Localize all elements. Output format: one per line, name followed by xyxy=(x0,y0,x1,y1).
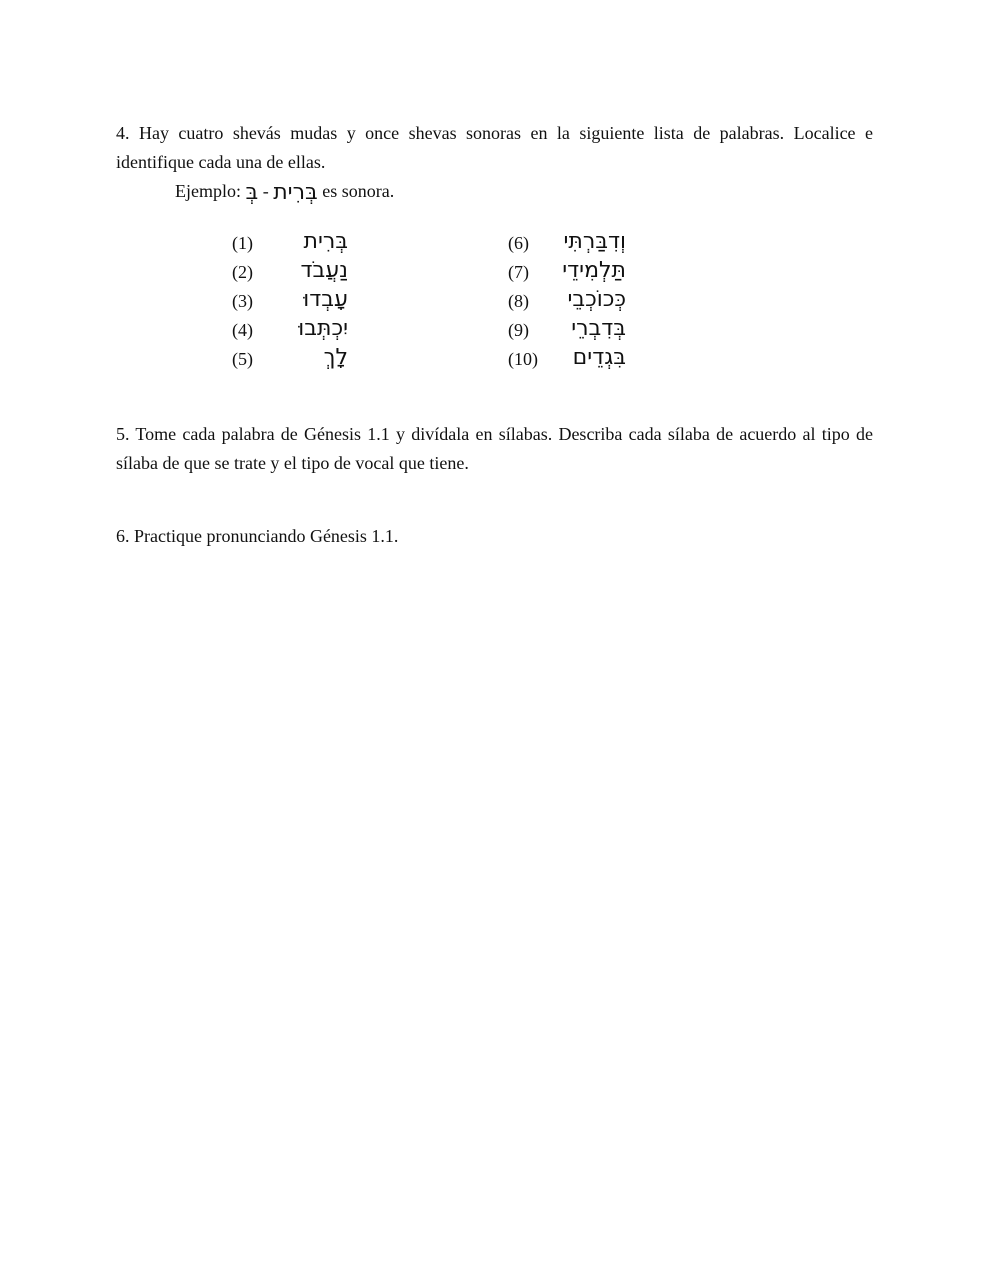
word-item xyxy=(508,345,626,374)
word-item xyxy=(508,316,626,345)
word-item xyxy=(232,345,348,374)
word-item xyxy=(232,287,348,316)
exercise-6-text: 6. Practique pronunciando Génesis 1.1. xyxy=(116,526,399,546)
hebrew-word: בְּרִית xyxy=(303,229,348,254)
hebrew-word: בְּדִבְרֵי xyxy=(571,316,626,341)
word-list-right xyxy=(508,229,626,374)
hebrew-word: נַעֲבֹד xyxy=(300,258,348,283)
word-item xyxy=(508,258,626,287)
word-number: (9) xyxy=(508,320,529,340)
word-item xyxy=(508,229,626,258)
hebrew-word: לָךְ xyxy=(323,345,348,370)
example-result: es sonora. xyxy=(322,181,395,201)
hebrew-word: עָבְדוּ xyxy=(303,287,348,312)
hebrew-word: תַּלְמִידֵי xyxy=(562,258,626,283)
hebrew-word: כְּכוֹכְבֵי xyxy=(567,287,626,312)
word-number: (8) xyxy=(508,291,529,311)
hebrew-word: יִכְתְּבוּ xyxy=(298,316,348,341)
word-number: (1) xyxy=(232,233,253,253)
hebrew-word: בִּגְדֵים xyxy=(572,345,626,370)
word-item xyxy=(232,316,348,345)
exercise-5-text: 5. Tome cada palabra de Génesis 1.1 y divídala en sílabas. Describa cada sílaba de acuerdo al tipo de sílaba de que se trate y el tipo de vocal que tiene. xyxy=(116,424,873,473)
word-number: (10) xyxy=(508,349,538,369)
word-number: (7) xyxy=(508,262,529,282)
exercise-4-text: 4. Hay cuatro shevás mudas y once shevas sonoras en la siguiente lista de palabras. Localice e identifique cada una de ellas. xyxy=(116,123,873,172)
example-hebrew-letter: בְּ xyxy=(245,180,259,205)
word-item xyxy=(508,287,626,316)
word-number: (3) xyxy=(232,291,253,311)
word-item xyxy=(232,258,348,287)
example-label: Ejemplo: xyxy=(175,181,241,201)
example-separator: - xyxy=(262,181,269,201)
word-number: (6) xyxy=(508,233,529,253)
word-number: (5) xyxy=(232,349,253,369)
hebrew-word: וְדִבַּרְתִּי xyxy=(563,229,626,254)
example-hebrew-word: בְּרִית xyxy=(273,180,318,205)
word-number: (4) xyxy=(232,320,253,340)
word-list-left xyxy=(232,229,348,374)
word-item xyxy=(232,229,348,258)
word-number: (2) xyxy=(232,262,253,282)
exercise-4-example xyxy=(175,177,394,207)
